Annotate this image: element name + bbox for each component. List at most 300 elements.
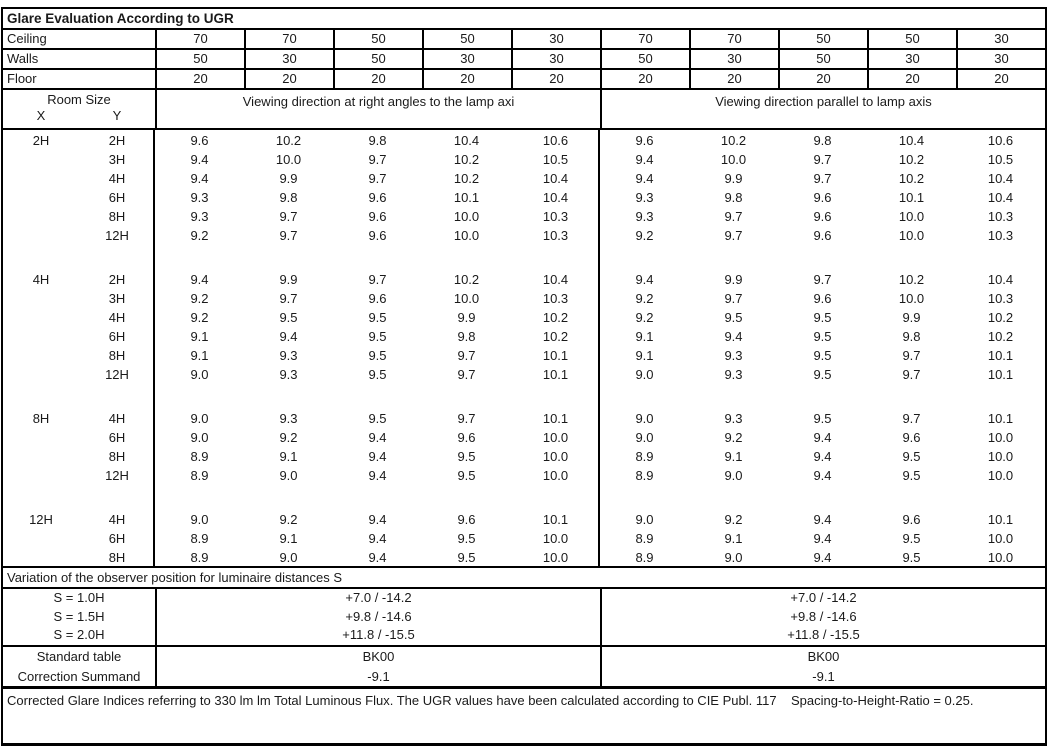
room-y-cell: 12H: [105, 468, 129, 483]
ugr-value-cell: 10.0: [898, 228, 925, 243]
room-y-cell: 2H: [108, 272, 126, 287]
ugr-value-cell: 10.4: [898, 133, 925, 148]
ugr-value-cell: 9.5: [368, 367, 387, 382]
room-x-cell: [3, 188, 79, 207]
reflectance-value-cell: 50: [422, 30, 511, 48]
ugr-value-cell: 9.5: [813, 310, 832, 325]
reflectance-value-cell: 20: [333, 70, 422, 88]
ugr-value-cell: 9.0: [724, 468, 743, 483]
table-row: [3, 327, 1045, 346]
ugr-value-cell: 9.4: [724, 329, 743, 344]
ugr-value-cell: 9.1: [279, 449, 298, 464]
ugr-value-cell: 9.2: [724, 430, 743, 445]
ugr-value-cell: 9.7: [279, 209, 298, 224]
ugr-value-cell: 9.1: [635, 348, 654, 363]
ugr-value-cell: 9.4: [368, 449, 387, 464]
table-row: [3, 447, 1045, 466]
ugr-value-cell: 9.4: [368, 531, 387, 546]
observer-variation-row: [3, 626, 1045, 645]
ugr-value-cell: 9.4: [813, 449, 832, 464]
ugr-value-cell: 10.1: [987, 512, 1014, 527]
ugr-value-cell: 9.2: [635, 310, 654, 325]
ugr-value-cell: 9.0: [279, 550, 298, 565]
room-x-cell: 12H: [29, 512, 53, 527]
ugr-value-cell: 10.1: [542, 348, 569, 363]
ugr-value-cell: 9.3: [724, 348, 743, 363]
ugr-value-cell: 9.6: [190, 133, 209, 148]
surface-row-label: Ceiling: [7, 31, 47, 46]
room-y-cell: 8H: [108, 348, 126, 363]
table-header-row: [3, 90, 1045, 130]
room-y-cell: 3H: [108, 291, 126, 306]
reflectance-value-cell: 30: [511, 50, 600, 68]
ugr-value-cell: 10.4: [987, 171, 1014, 186]
ugr-value-cell: 9.4: [190, 171, 209, 186]
ugr-value-cell: 9.4: [190, 152, 209, 167]
room-x-cell: [3, 447, 79, 466]
ugr-value-cell: 10.3: [987, 209, 1014, 224]
room-y-cell: 4H: [108, 512, 126, 527]
ugr-value-cell: 9.7: [279, 291, 298, 306]
ugr-value-cell: 9.7: [902, 367, 921, 382]
reflectance-value-cell: 50: [333, 50, 422, 68]
ugr-value-cell: 9.5: [724, 310, 743, 325]
ugr-value-cell: 10.4: [542, 190, 569, 205]
ugr-value-cell: 10.5: [987, 152, 1014, 167]
ugr-value-cell: 8.9: [190, 468, 209, 483]
ugr-value-cell: 10.6: [987, 133, 1014, 148]
ugr-value-cell: 9.5: [902, 531, 921, 546]
s-right-value: -9.1: [600, 667, 1045, 687]
ugr-value-cell: 9.9: [724, 272, 743, 287]
ugr-value-cell: 9.5: [279, 310, 298, 325]
ugr-value-cell: 9.0: [724, 550, 743, 565]
ugr-value-cell: 10.0: [542, 531, 569, 546]
ugr-value-cell: 9.4: [813, 531, 832, 546]
ugr-value-cell: 10.0: [898, 291, 925, 306]
ugr-value-cell: 10.0: [542, 430, 569, 445]
ugr-value-cell: 10.2: [898, 272, 925, 287]
ugr-value-cell: 9.9: [724, 171, 743, 186]
ugr-value-cell: 9.6: [635, 133, 654, 148]
ugr-value-cell: 9.5: [813, 367, 832, 382]
s-left-value: +11.8 / -15.5: [155, 626, 600, 645]
ugr-value-cell: 10.0: [453, 209, 480, 224]
ugr-value-cell: 9.7: [368, 152, 387, 167]
ugr-value-cell: 10.2: [542, 329, 569, 344]
ugr-value-cell: 9.7: [368, 272, 387, 287]
ugr-value-cell: 10.0: [275, 152, 302, 167]
s-distance-label: S = 1.5H: [53, 608, 105, 624]
reflectance-value-cell: 20: [422, 70, 511, 88]
ugr-value-cell: 9.6: [813, 209, 832, 224]
room-y-cell: 4H: [108, 171, 126, 186]
ugr-value-cell: 9.5: [902, 550, 921, 565]
ugr-value-cell: 9.7: [457, 367, 476, 382]
reflectance-value-cell: 20: [244, 70, 333, 88]
right-group-header: Viewing direction parallel to lamp axis: [600, 90, 1045, 128]
ugr-value-cell: 10.0: [898, 209, 925, 224]
group-divider-line: [598, 130, 600, 566]
summary-rows: [3, 647, 1045, 689]
reflectance-value-cell: 70: [155, 30, 244, 48]
s-left-value: +7.0 / -14.2: [155, 589, 600, 608]
ugr-value-cell: 9.4: [813, 512, 832, 527]
ugr-value-cell: 10.3: [542, 291, 569, 306]
ugr-value-cell: 8.9: [635, 449, 654, 464]
ugr-value-cell: 9.1: [190, 329, 209, 344]
room-x-cell: [3, 150, 79, 169]
ugr-value-cell: 9.3: [724, 411, 743, 426]
ugr-value-cell: 10.5: [542, 152, 569, 167]
room-x-cell: [3, 226, 79, 245]
room-y-cell: 8H: [108, 449, 126, 464]
ugr-value-cell: 9.7: [813, 152, 832, 167]
ugr-value-cell: 10.1: [542, 411, 569, 426]
s-right-value: +11.8 / -15.5: [600, 626, 1045, 645]
observer-variation-row: [3, 608, 1045, 627]
ugr-value-cell: 9.2: [190, 291, 209, 306]
ugr-value-cell: 8.9: [635, 468, 654, 483]
ugr-value-cell: 9.7: [368, 171, 387, 186]
ugr-value-cell: 10.4: [987, 190, 1014, 205]
footer-note: Corrected Glare Indices referring to 330 lm lm Total Luminous Flux. The UGR values have been calculated according to CIE Publ. 117 Spacing-to-Height-Ratio = 0.25.: [7, 693, 974, 708]
room-y-cell: 12H: [105, 228, 129, 243]
ugr-value-cell: 9.0: [190, 430, 209, 445]
table-row: [3, 548, 1045, 567]
table-row: [3, 150, 1045, 169]
table-row: [3, 226, 1045, 245]
ugr-value-cell: 10.4: [542, 272, 569, 287]
ugr-value-cell: 10.6: [542, 133, 569, 148]
room-y-cell: 2H: [108, 133, 126, 148]
ugr-value-cell: 9.5: [902, 449, 921, 464]
ugr-value-cell: 9.3: [724, 367, 743, 382]
ugr-value-cell: 9.4: [368, 550, 387, 565]
room-x-cell: [3, 428, 79, 447]
ugr-value-cell: 9.9: [279, 272, 298, 287]
ugr-value-cell: 10.1: [453, 190, 480, 205]
ugr-value-cell: 10.1: [898, 190, 925, 205]
room-y-cell: 3H: [108, 152, 126, 167]
block-spacer: [3, 384, 1045, 409]
ugr-value-cell: 10.2: [275, 133, 302, 148]
ugr-value-cell: 9.0: [190, 512, 209, 527]
ugr-value-cell: 9.9: [457, 310, 476, 325]
ugr-value-cell: 9.0: [635, 411, 654, 426]
ugr-value-cell: 10.0: [453, 228, 480, 243]
room-y-cell: 8H: [108, 209, 126, 224]
ugr-value-cell: 9.0: [635, 430, 654, 445]
room-y-cell: 4H: [108, 411, 126, 426]
ugr-value-cell: 10.0: [542, 468, 569, 483]
ugr-value-cell: 9.7: [813, 272, 832, 287]
reflectance-value-cell: 20: [867, 70, 956, 88]
ugr-value-cell: 10.2: [987, 329, 1014, 344]
ugr-value-cell: 9.2: [279, 512, 298, 527]
reflectance-value-cell: 30: [956, 50, 1045, 68]
ugr-value-cell: 8.9: [635, 550, 654, 565]
s-left-value: BK00: [155, 647, 600, 667]
table-row: [3, 529, 1045, 548]
room-x-cell: [3, 529, 79, 548]
ugr-value-cell: 9.1: [635, 329, 654, 344]
reflectance-value-cell: 50: [778, 50, 867, 68]
ugr-value-cell: 10.0: [987, 468, 1014, 483]
ugr-value-cell: 9.0: [190, 367, 209, 382]
ugr-value-cell: 10.3: [542, 228, 569, 243]
reflectance-value-cell: 30: [867, 50, 956, 68]
ugr-value-cell: 10.1: [987, 367, 1014, 382]
reflectance-value-cell: 50: [600, 50, 689, 68]
ugr-value-cell: 9.8: [457, 329, 476, 344]
ugr-table: [1, 7, 1047, 746]
ugr-value-cell: 9.5: [368, 411, 387, 426]
block-spacer: [3, 245, 1045, 270]
ugr-value-cell: 10.2: [987, 310, 1014, 325]
ugr-value-cell: 9.8: [724, 190, 743, 205]
surface-row-label: Floor: [7, 71, 37, 86]
ugr-value-cell: 10.0: [987, 449, 1014, 464]
ugr-value-cell: 10.2: [898, 171, 925, 186]
ugr-value-cell: 9.2: [635, 291, 654, 306]
ugr-value-cell: 9.1: [724, 449, 743, 464]
ugr-value-cell: 9.4: [635, 152, 654, 167]
room-size-header: [3, 90, 155, 128]
ugr-value-cell: 9.0: [190, 411, 209, 426]
room-x-cell: 4H: [32, 272, 50, 287]
table-row: [3, 409, 1045, 428]
ugr-value-cell: 8.9: [190, 531, 209, 546]
room-y-cell: 8H: [108, 550, 126, 565]
ugr-value-cell: 9.8: [279, 190, 298, 205]
ugr-value-cell: 9.8: [902, 329, 921, 344]
ugr-value-cell: 9.7: [457, 411, 476, 426]
ugr-value-cell: 10.3: [542, 209, 569, 224]
reflectance-value-cell: 70: [689, 30, 778, 48]
ugr-value-cell: 10.2: [542, 310, 569, 325]
room-x-cell: [3, 207, 79, 226]
room-y-cell: 6H: [108, 190, 126, 205]
s-left-value: +9.8 / -14.6: [155, 608, 600, 627]
ugr-value-cell: 9.7: [279, 228, 298, 243]
ugr-value-cell: 9.6: [813, 228, 832, 243]
ugr-value-cell: 9.4: [279, 329, 298, 344]
table-title: Glare Evaluation According to UGR: [3, 9, 1045, 30]
ugr-value-cell: 10.3: [987, 291, 1014, 306]
room-x-cell: [3, 327, 79, 346]
table-row: [3, 289, 1045, 308]
ugr-value-cell: 10.0: [542, 550, 569, 565]
room-x-cell: [3, 365, 79, 384]
surface-row-label: Walls: [7, 51, 39, 66]
ugr-value-cell: 9.5: [457, 531, 476, 546]
ugr-value-cell: 10.4: [453, 133, 480, 148]
ugr-value-cell: 10.2: [453, 171, 480, 186]
table-row: [3, 131, 1045, 150]
room-size-label: Room Size: [47, 92, 111, 107]
room-x-cell: [3, 346, 79, 365]
ugr-value-cell: 9.6: [902, 512, 921, 527]
reflectance-value-cell: 50: [155, 50, 244, 68]
ugr-value-cell: 9.6: [368, 209, 387, 224]
room-x-cell: [3, 308, 79, 327]
reflectance-value-cell: 30: [422, 50, 511, 68]
ugr-value-cell: 9.2: [279, 430, 298, 445]
ugr-value-cell: 9.5: [813, 329, 832, 344]
ugr-value-cell: 9.7: [902, 348, 921, 363]
ugr-value-cell: 9.3: [279, 367, 298, 382]
ugr-value-cell: 9.8: [368, 133, 387, 148]
room-x-cell: [3, 289, 79, 308]
room-x-cell: 8H: [32, 411, 50, 426]
s-right-value: +9.8 / -14.6: [600, 608, 1045, 627]
ugr-value-cell: 10.1: [987, 411, 1014, 426]
ugr-value-cell: 9.5: [813, 411, 832, 426]
reflectance-value-cell: 30: [244, 50, 333, 68]
surface-row: [3, 30, 1045, 50]
ugr-value-cell: 9.0: [635, 512, 654, 527]
ugr-value-cell: 9.6: [368, 291, 387, 306]
table-row: [3, 365, 1045, 384]
ugr-value-cell: 9.7: [724, 228, 743, 243]
x-column-label: X: [36, 108, 46, 123]
room-y-cell: 6H: [108, 531, 126, 546]
room-y-cell: 6H: [108, 329, 126, 344]
table-row: [3, 188, 1045, 207]
s-distance-label: Standard table: [36, 649, 122, 664]
ugr-value-cell: 8.9: [635, 531, 654, 546]
ugr-value-cell: 9.4: [813, 430, 832, 445]
room-y-cell: 4H: [108, 310, 126, 325]
ugr-value-cell: 10.1: [542, 512, 569, 527]
ugr-value-cell: 10.3: [987, 228, 1014, 243]
reflectance-value-cell: 50: [867, 30, 956, 48]
ugr-value-cell: 10.2: [453, 272, 480, 287]
ugr-value-cell: 10.2: [720, 133, 747, 148]
ugr-value-cell: 9.7: [813, 171, 832, 186]
ugr-value-cell: 9.4: [813, 550, 832, 565]
ugr-value-cell: 9.8: [813, 133, 832, 148]
summary-row: [3, 667, 1045, 687]
ugr-value-cell: 9.5: [368, 329, 387, 344]
table-row: [3, 428, 1045, 447]
s-distance-label: Correction Summand: [17, 668, 141, 684]
s-right-value: BK00: [600, 647, 1045, 667]
ugr-value-cell: 9.6: [457, 512, 476, 527]
ugr-value-cell: 9.5: [368, 310, 387, 325]
ugr-value-cell: 9.7: [457, 348, 476, 363]
ugr-value-cell: 9.6: [457, 430, 476, 445]
table-row: [3, 510, 1045, 529]
ugr-value-cell: 9.7: [724, 291, 743, 306]
reflectance-value-cell: 20: [778, 70, 867, 88]
ugr-value-cell: 9.5: [457, 468, 476, 483]
observer-variation-row: [3, 589, 1045, 608]
ugr-value-cell: 9.6: [368, 228, 387, 243]
reflectance-value-cell: 50: [778, 30, 867, 48]
ugr-value-cell: 10.0: [542, 449, 569, 464]
ugr-value-cell: 9.6: [368, 190, 387, 205]
ugr-value-cell: 9.4: [813, 468, 832, 483]
ugr-value-cell: 9.5: [457, 449, 476, 464]
ugr-value-cell: 9.2: [724, 512, 743, 527]
ugr-value-cell: 10.0: [987, 430, 1014, 445]
table-row: [3, 169, 1045, 188]
ugr-value-cell: 10.4: [987, 272, 1014, 287]
ugr-value-cell: 10.0: [987, 550, 1014, 565]
room-x-cell: [3, 466, 79, 485]
ugr-value-cell: 9.5: [902, 468, 921, 483]
surface-row: [3, 70, 1045, 90]
ugr-value-cell: 9.9: [279, 171, 298, 186]
table-row: [3, 346, 1045, 365]
s-distance-label: S = 2.0H: [53, 627, 105, 643]
ugr-value-cell: 9.3: [635, 190, 654, 205]
reflectance-value-cell: 20: [689, 70, 778, 88]
room-y-cell: 6H: [108, 430, 126, 445]
room-x-cell: [3, 548, 79, 567]
ugr-value-cell: 9.4: [368, 430, 387, 445]
ugr-value-cell: 9.4: [190, 272, 209, 287]
ugr-value-cell: 10.0: [987, 531, 1014, 546]
reflectance-value-cell: 30: [511, 30, 600, 48]
ugr-value-cell: 9.3: [635, 209, 654, 224]
ugr-value-cell: 9.7: [724, 209, 743, 224]
ugr-value-cell: 10.1: [987, 348, 1014, 363]
table-row: [3, 466, 1045, 485]
ugr-value-cell: 10.2: [898, 152, 925, 167]
ugr-value-cell: 9.5: [457, 550, 476, 565]
table-row: [3, 207, 1045, 226]
ugr-value-cell: 9.6: [813, 190, 832, 205]
ugr-value-cell: 9.5: [368, 348, 387, 363]
s-left-value: -9.1: [155, 667, 600, 687]
reflectance-value-cell: 20: [600, 70, 689, 88]
reflectance-value-cell: 30: [689, 50, 778, 68]
reflectance-value-cell: 70: [244, 30, 333, 48]
ugr-value-cell: 10.0: [453, 291, 480, 306]
ugr-value-cell: 9.1: [724, 531, 743, 546]
surface-reflectance-rows: [3, 30, 1045, 90]
reflectance-value-cell: 20: [511, 70, 600, 88]
ugr-value-cell: 9.6: [813, 291, 832, 306]
ugr-value-cell: 9.3: [190, 190, 209, 205]
ugr-data-section: [3, 130, 1045, 568]
ugr-value-cell: 10.2: [453, 152, 480, 167]
reflectance-value-cell: 70: [600, 30, 689, 48]
ugr-value-cell: 9.4: [368, 512, 387, 527]
s-right-value: +7.0 / -14.2: [600, 589, 1045, 608]
ugr-value-cell: 9.0: [635, 367, 654, 382]
y-column-label: Y: [112, 108, 122, 123]
observer-variation-rows: [3, 589, 1045, 647]
ugr-value-cell: 9.3: [279, 348, 298, 363]
room-size-divider-line: [153, 130, 155, 566]
reflectance-value-cell: 20: [956, 70, 1045, 88]
ugr-value-cell: 10.1: [542, 367, 569, 382]
reflectance-value-cell: 20: [155, 70, 244, 88]
ugr-value-cell: 9.0: [279, 468, 298, 483]
ugr-value-cell: 9.3: [279, 411, 298, 426]
ugr-value-cell: 10.0: [720, 152, 747, 167]
ugr-value-cell: 9.4: [368, 468, 387, 483]
ugr-value-cell: 9.1: [279, 531, 298, 546]
summary-row: [3, 647, 1045, 667]
ugr-value-cell: 9.4: [635, 272, 654, 287]
table-row: [3, 270, 1045, 289]
ugr-value-cell: 9.6: [902, 430, 921, 445]
